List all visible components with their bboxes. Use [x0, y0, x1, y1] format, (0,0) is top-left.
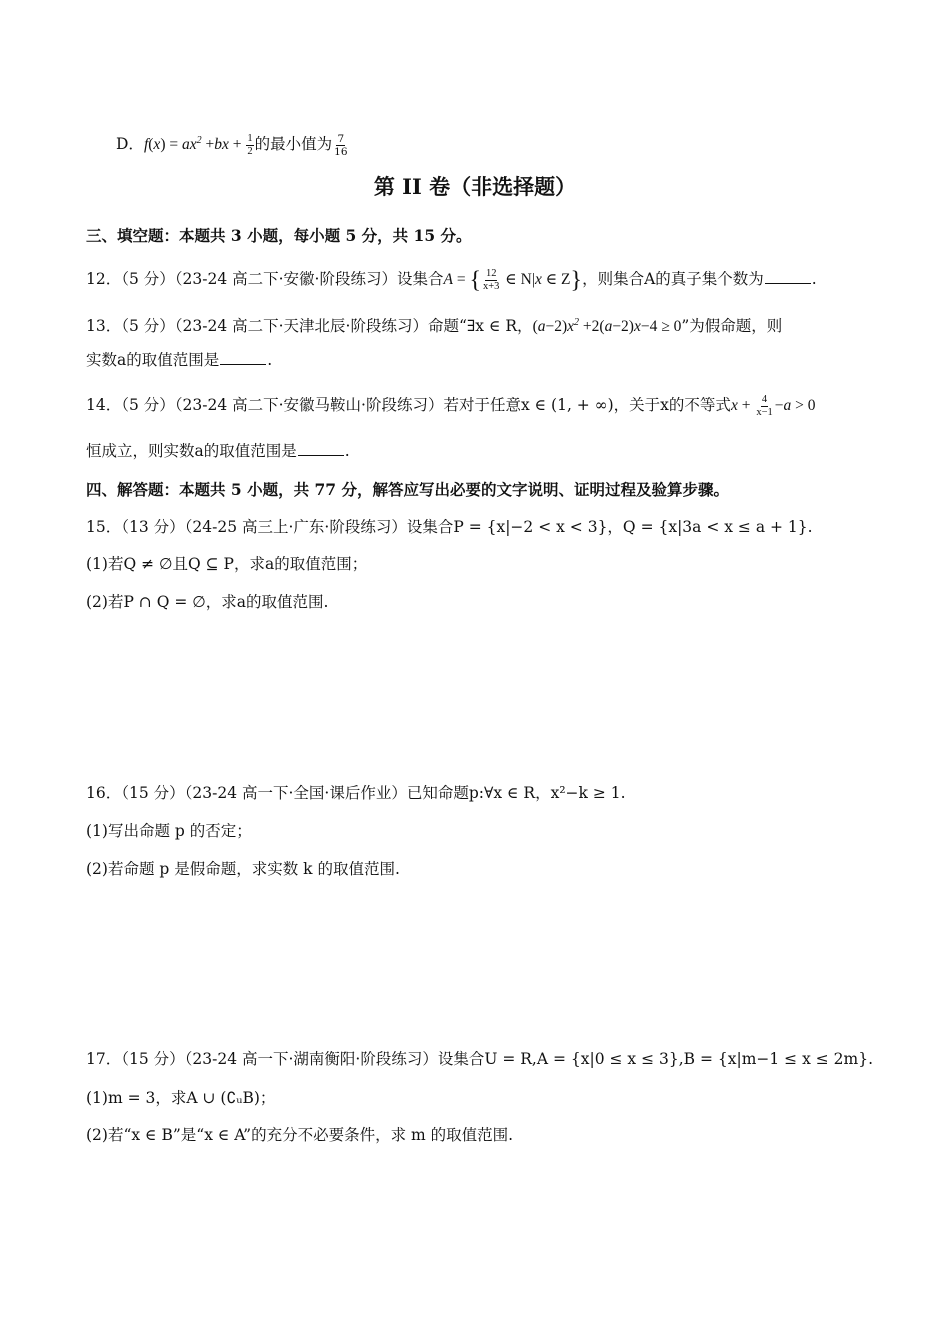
question-17: 17．（15 分）（23-24 高一下·湖南衡阳·阶段练习）设集合U = R,A = {x|0 ≤ x ≤ 3},B = {x|m−1 ≤ x ≤ 2m}. [86, 1050, 874, 1068]
q13-formula: $(a-2)x^2 +2(a-2)x-4 \ge 0$ [532, 317, 682, 336]
q13-suffix: ”为假命题，则 [681, 317, 783, 336]
option-d-value: $\frac{7}{16}$ [334, 132, 348, 158]
question-15: 15．（13 分）（24-25 高三上·广东·阶段练习）设集合P = {x|−2 < x < 3}，Q = {x|3a < x ≤ a + 1}. [86, 518, 813, 536]
question-17-part2: (2)若“x ∈ B”是“x ∈ A”的充分不必要条件，求 m 的取值范围. [86, 1126, 514, 1144]
section4-heading: 四、解答题：本题共 5 小题，共 77 分，解答应写出必要的文字说明、证明过程及验算步骤。 [86, 480, 729, 499]
question-16-part2: (2)若命题 p 是假命题，求实数 k 的取值范围. [86, 860, 400, 878]
option-d-label: D． [116, 135, 144, 154]
q14-answer-blank[interactable] [298, 441, 344, 456]
question-14 [86, 394, 816, 419]
q14-prefix: 14．（5 分）（23-24 高二下·安徽马鞍山·阶段练习）若对于任意x ∈ (1, + ∞)，关于x的不等式 [86, 396, 731, 415]
question-12: 12．（5 分）（23-24 高二下·安徽·阶段练习）设集合A = { $\frac{12}{x+3}$ ∈ N|x ∈ Z}，则集合A的真子集个数为 . [86, 267, 817, 294]
question-15-part2: (2)若P ∩ Q = ∅，求a的取值范围. [86, 593, 329, 611]
part-title: 第 II 卷（非选择题） [373, 174, 577, 199]
option-d-suffix: 的最小值为 [254, 135, 333, 154]
q13-prefix: 13．（5 分）（23-24 高二下·天津北辰·阶段练习）命题“∃x ∈ R， [86, 317, 533, 336]
q12-prefix: 12．（5 分）（23-24 高二下·安徽·阶段练习）设集合 [86, 270, 444, 289]
question-13-line2: 实数a的取值范围是 . [86, 351, 273, 369]
question-15-part1: (1)若Q ≠ ∅且Q ⊆ P，求a的取值范围； [86, 555, 368, 573]
q14-line2: 恒成立，则实数a的取值范围是 [86, 442, 297, 460]
question-14-line2: 恒成立，则实数a的取值范围是 . [86, 442, 350, 460]
option-d [116, 130, 350, 158]
q13-line2: 实数a的取值范围是 [86, 351, 220, 369]
question-13 [86, 312, 782, 338]
q13-answer-blank[interactable] [220, 350, 266, 365]
q12-answer-blank[interactable] [765, 269, 811, 284]
question-17-part1: (1)m = 3，求A ∪ (∁ᵤB)； [86, 1089, 276, 1107]
question-16: 16．（15 分）（23-24 高一下·全国·课后作业）已知命题p:∀x ∈ R，x²−k ≥ 1. [86, 784, 626, 802]
section3-heading: 三、填空题：本题共 3 小题，每小题 5 分，共 15 分。 [86, 226, 472, 245]
q12-set-formula: A = { $\frac{12}{x+3}$ ∈ N|x ∈ Z} [443, 267, 583, 294]
question-16-part1: (1)写出命题 p 的否定； [86, 822, 252, 840]
q12-suffix: ，则集合A的真子集个数为 [582, 270, 764, 289]
option-d-formula: $f(x) = ax^2 +bx$ + $\frac{1}{2}$ [143, 133, 253, 158]
q14-formula: x + $\frac{4}{x-1}$ −a > 0 [730, 394, 816, 418]
